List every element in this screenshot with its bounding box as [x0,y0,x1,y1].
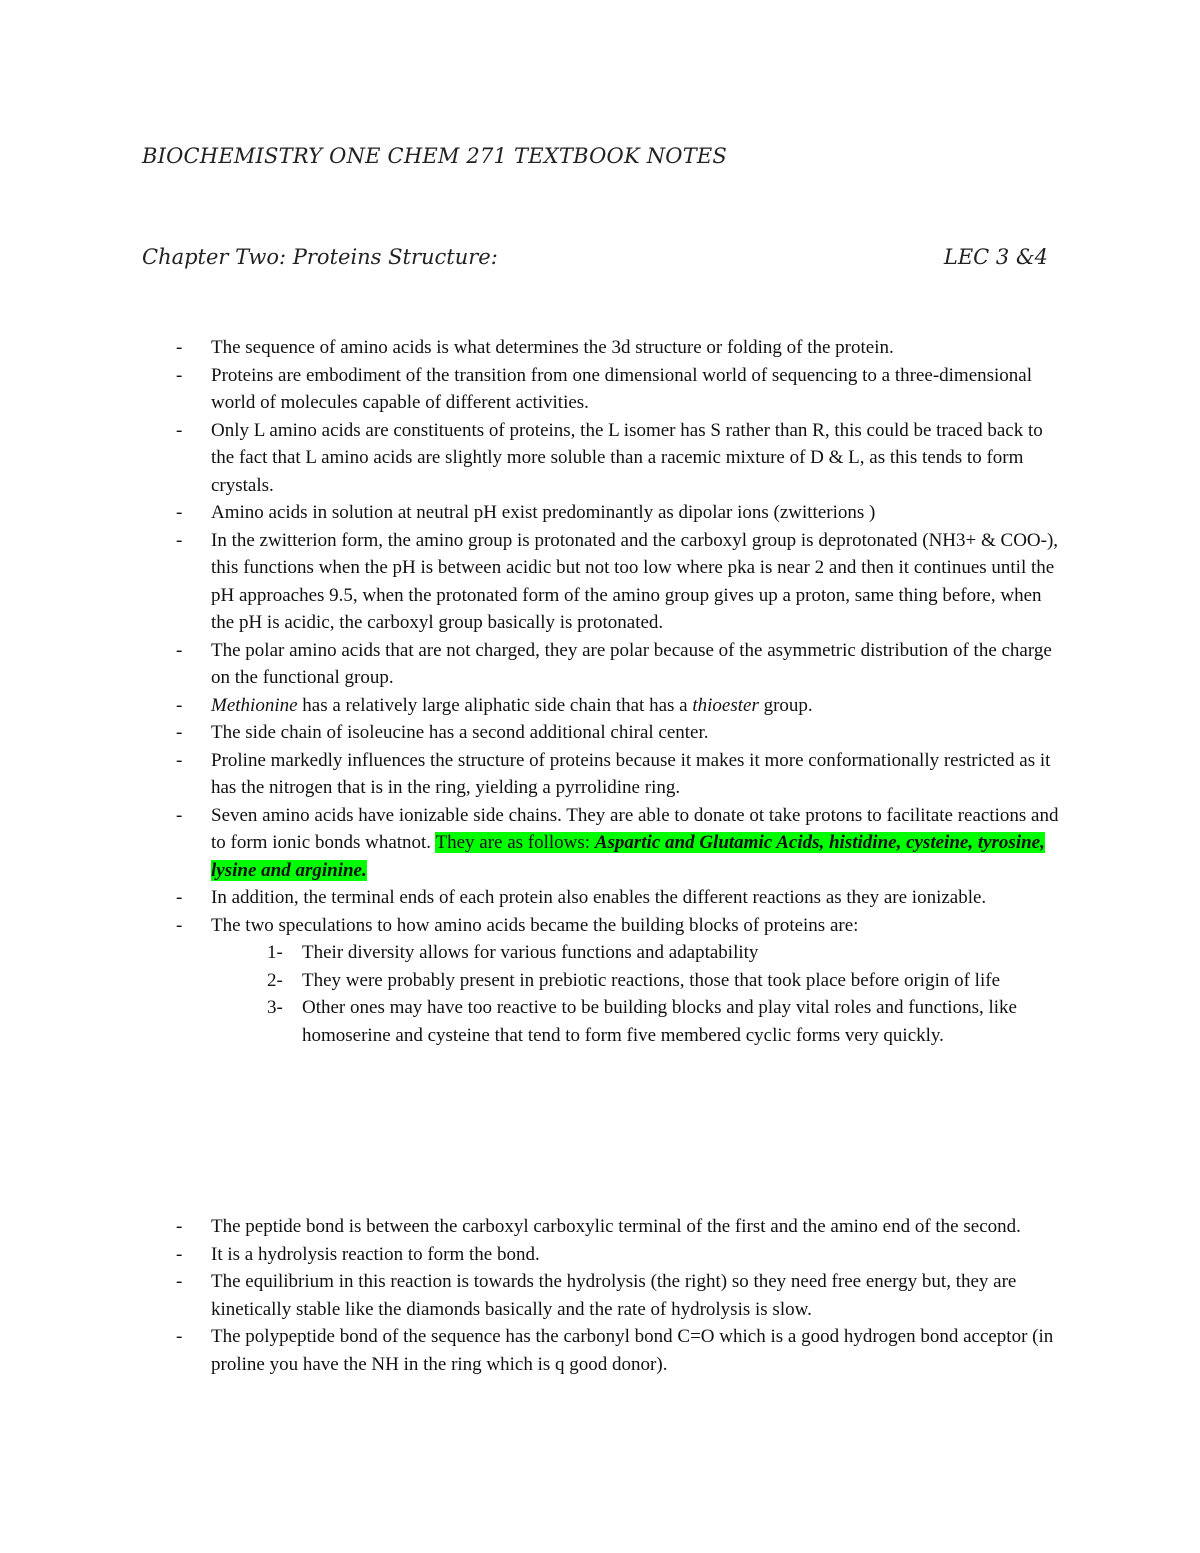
bullet-dash: - [176,887,183,908]
item-number: 1- [267,942,283,963]
bullet-dash: - [176,694,183,716]
bullet-dash: - [176,364,183,386]
list-item [0,747,1200,802]
bullet-dash: - [176,502,183,523]
list-item-methionine [0,692,1200,720]
lecture-label: LEC 3 &4 [943,245,1048,269]
list-item-text: In addition, the terminal ends of each protein also enables the different reactions as they are ionizable. [211,887,987,908]
notes-list-part1 [0,334,1200,1049]
list-item-text: The sequence of amino acids is what determines the 3d structure or folding of the protein. [211,337,894,358]
item-number: 3- [267,997,283,1018]
notes-list-part2 [0,1213,1200,1378]
bullet-dash: - [176,419,183,441]
numbered-item-text: Other ones may have too reactive to be building blocks and play vital roles and functions, like homoserine and cysteine that tend to form five membered cyclic forms very quickly. [302,997,1017,1046]
thioester-term: thioester [692,694,759,716]
chapter-title: Chapter Two: Proteins Structure: [142,245,498,269]
numbered-item [211,967,1060,995]
bullet-dash: - [176,529,183,551]
methionine-text: has a relatively large aliphatic side chain that has a [297,694,693,716]
list-item [0,884,1200,912]
list-item-ionizable [0,802,1200,885]
list-item-text: In the zwitterion form, the amino group is protonated and the carboxyl group is deprotonated (NH3+ & COO-), this functions when the pH is between acidic but not too low where pka is near 2 and then it continues until the pH approaches 9.5, when the protonated form of the amino group gives up a proton, same thing before, when the pH is acidic, the carboxyl group basically is protonated. [211,529,1059,633]
bullet-dash: - [176,337,183,358]
bullet-dash: - [176,1243,183,1265]
bullet-dash: - [176,1216,183,1237]
bullet-dash: - [176,722,183,743]
speculations-list [211,939,1060,1049]
bullet-dash: - [176,1326,183,1347]
bullet-dash: - [176,749,183,771]
list-item-text: Amino acids in solution at neutral pH exist predominantly as dipolar ions (zwitterions ) [211,502,876,523]
chapter-heading-row [142,245,1048,269]
numbered-item-text: They were probably present in prebiotic reactions, those that took place before origin of life [302,969,1000,991]
bullet-dash: - [176,914,183,936]
methionine-text-end: group. [758,694,813,716]
bullet-dash: - [176,1271,183,1292]
list-item [0,1268,1200,1323]
list-item-text: The peptide bond is between the carboxyl carboxylic terminal of the first and the amino end of the second. [211,1216,1021,1237]
list-item-text: The side chain of isoleucine has a second additional chiral center. [211,722,709,743]
document-title: BIOCHEMISTRY ONE CHEM 271 TEXTBOOK NOTES [142,144,728,168]
list-item [0,499,1200,527]
list-item [0,417,1200,500]
list-item-text: Proteins are embodiment of the transition from one dimensional world of sequencing to a three-dimensional world of molecules capable of different activities. [211,364,1033,413]
list-item [0,1213,1200,1241]
list-item-text: Only L amino acids are constituents of proteins, the L isomer has S rather than R, this could be traced back to the fact that L amino acids are slightly more soluble than a racemic mixture of D & L, as this tends to form crystals. [211,419,1043,496]
numbered-item [211,939,1060,967]
methionine-term: Methionine [211,694,298,716]
item-number: 2- [267,969,283,991]
list-item [0,719,1200,747]
highlighted-amino-acids: Aspartic and Glutamic Acids, histidine, cysteine, tyrosine, lysine and arginine. [211,832,1045,881]
list-item [0,362,1200,417]
list-item [0,1323,1200,1378]
list-item [0,912,1200,1050]
list-item-text: Proline markedly influences the structure of proteins because it makes it more conformationally restricted as it has the nitrogen that is in the ring, yielding a pyrrolidine ring. [211,749,1051,798]
highlighted-text: They are as follows: [435,832,595,853]
list-item-text: The polypeptide bond of the sequence has the carbonyl bond C=O which is a good hydrogen bond acceptor (in proline you have the NH in the ring which is q good donor). [211,1326,1054,1375]
ionizable-text: Seven amino acids have ionizable side chains. They are able to donate ot take protons to facilitate reactions and to form ionic bonds whatnot. [211,804,1059,853]
list-item-text: The polar amino acids that are not charged, they are polar because of the asymmetric distribution of the charge on the functional group. [211,639,1052,688]
list-item-text: The equilibrium in this reaction is towards the hydrolysis (the right) so they need free energy but, they are kinetically stable like the diamonds basically and the rate of hydrolysis is slow. [211,1271,1017,1320]
bullet-dash: - [176,639,183,661]
list-item [0,527,1200,637]
list-item [0,637,1200,692]
list-item [0,334,1200,362]
list-item-text: The two speculations to how amino acids became the building blocks of proteins are: [211,914,859,936]
list-item [0,1241,1200,1269]
numbered-item [211,994,1060,1049]
bullet-dash: - [176,804,183,826]
numbered-item-text: Their diversity allows for various functions and adaptability [302,942,759,963]
list-item-text: It is a hydrolysis reaction to form the bond. [211,1243,540,1265]
